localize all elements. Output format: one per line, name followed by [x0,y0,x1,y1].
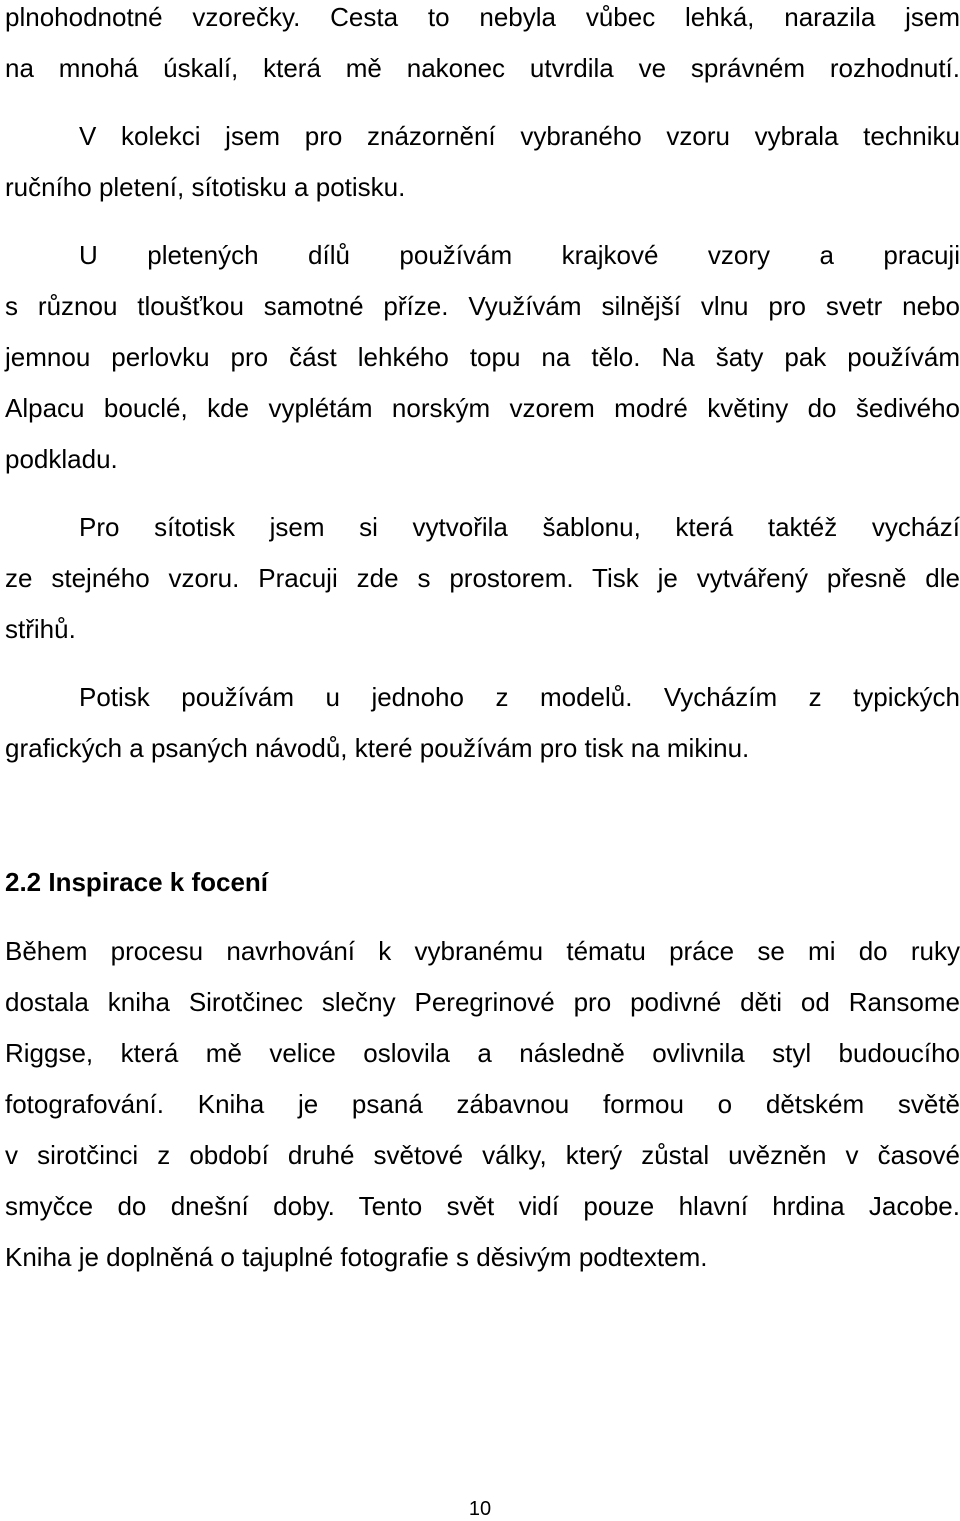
paragraph-6-line-3: Riggse, která mě velice oslovila a následně ovlivnila styl budoucího [5,1038,960,1068]
paragraph-3-line-5: podkladu. [5,444,118,474]
paragraph-2-line-2: ručního pletení, sítotisku a potisku. [5,172,406,202]
paragraph-6-line-6: smyčce do dnešní doby. Tento svět vidí pouze hlavní hrdina Jacobe. [5,1191,960,1221]
paragraph-6-line-7: Kniha je doplněná o tajuplné fotografie s děsivým podtextem. [5,1242,708,1272]
paragraph-4-line-3: střihů. [5,614,76,644]
paragraph-3-line-3: jemnou perlovku pro část lehkého topu na tělo. Na šaty pak používám [5,342,960,372]
section-heading: 2.2 Inspirace k focení [5,867,269,897]
paragraph-4-line-2: ze stejného vzoru. Pracuji zde s prostorem. Tisk je vytvářený přesně dle [5,563,960,593]
paragraph-3-line-2: s různou tloušťkou samotné příze. Využívám silnější vlnu pro svetr nebo [5,291,960,321]
paragraph-5-line-1: Potisk používám u jednoho z modelů. Vycházím z typických [79,682,960,712]
paragraph-1-line-1: plnohodnotné vzorečky. Cesta to nebyla vůbec lehká, narazila jsem [5,2,960,32]
paragraph-6-line-2: dostala kniha Sirotčinec slečny Peregrinové pro podivné děti od Ransome [5,987,960,1017]
paragraph-4-line-1: Pro sítotisk jsem si vytvořila šablonu, která taktéž vychází [79,512,960,542]
paragraph-6-line-5: v sirotčinci z období druhé světové války, který zůstal uvězněn v časové [5,1140,960,1170]
paragraph-6-line-1: Během procesu navrhování k vybranému tématu práce se mi do ruky [5,936,960,966]
paragraph-3-line-1: U pletených dílů používám krajkové vzory a pracuji [79,240,960,270]
paragraph-6-line-4: fotografování. Kniha je psaná zábavnou formou o dětském světě [5,1089,960,1119]
page-number: 10 [468,1498,492,1520]
paragraph-2-line-1: V kolekci jsem pro znázornění vybraného vzoru vybrala techniku [79,121,960,151]
paragraph-5-line-2: grafických a psaných návodů, které používám pro tisk na mikinu. [5,733,750,763]
paragraph-1-line-2: na mnohá úskalí, která mě nakonec utvrdila ve správném rozhodnutí. [5,53,960,83]
paragraph-3-line-4: Alpacu bouclé, kde vyplétám norským vzorem modré květiny do šedivého [5,393,960,423]
